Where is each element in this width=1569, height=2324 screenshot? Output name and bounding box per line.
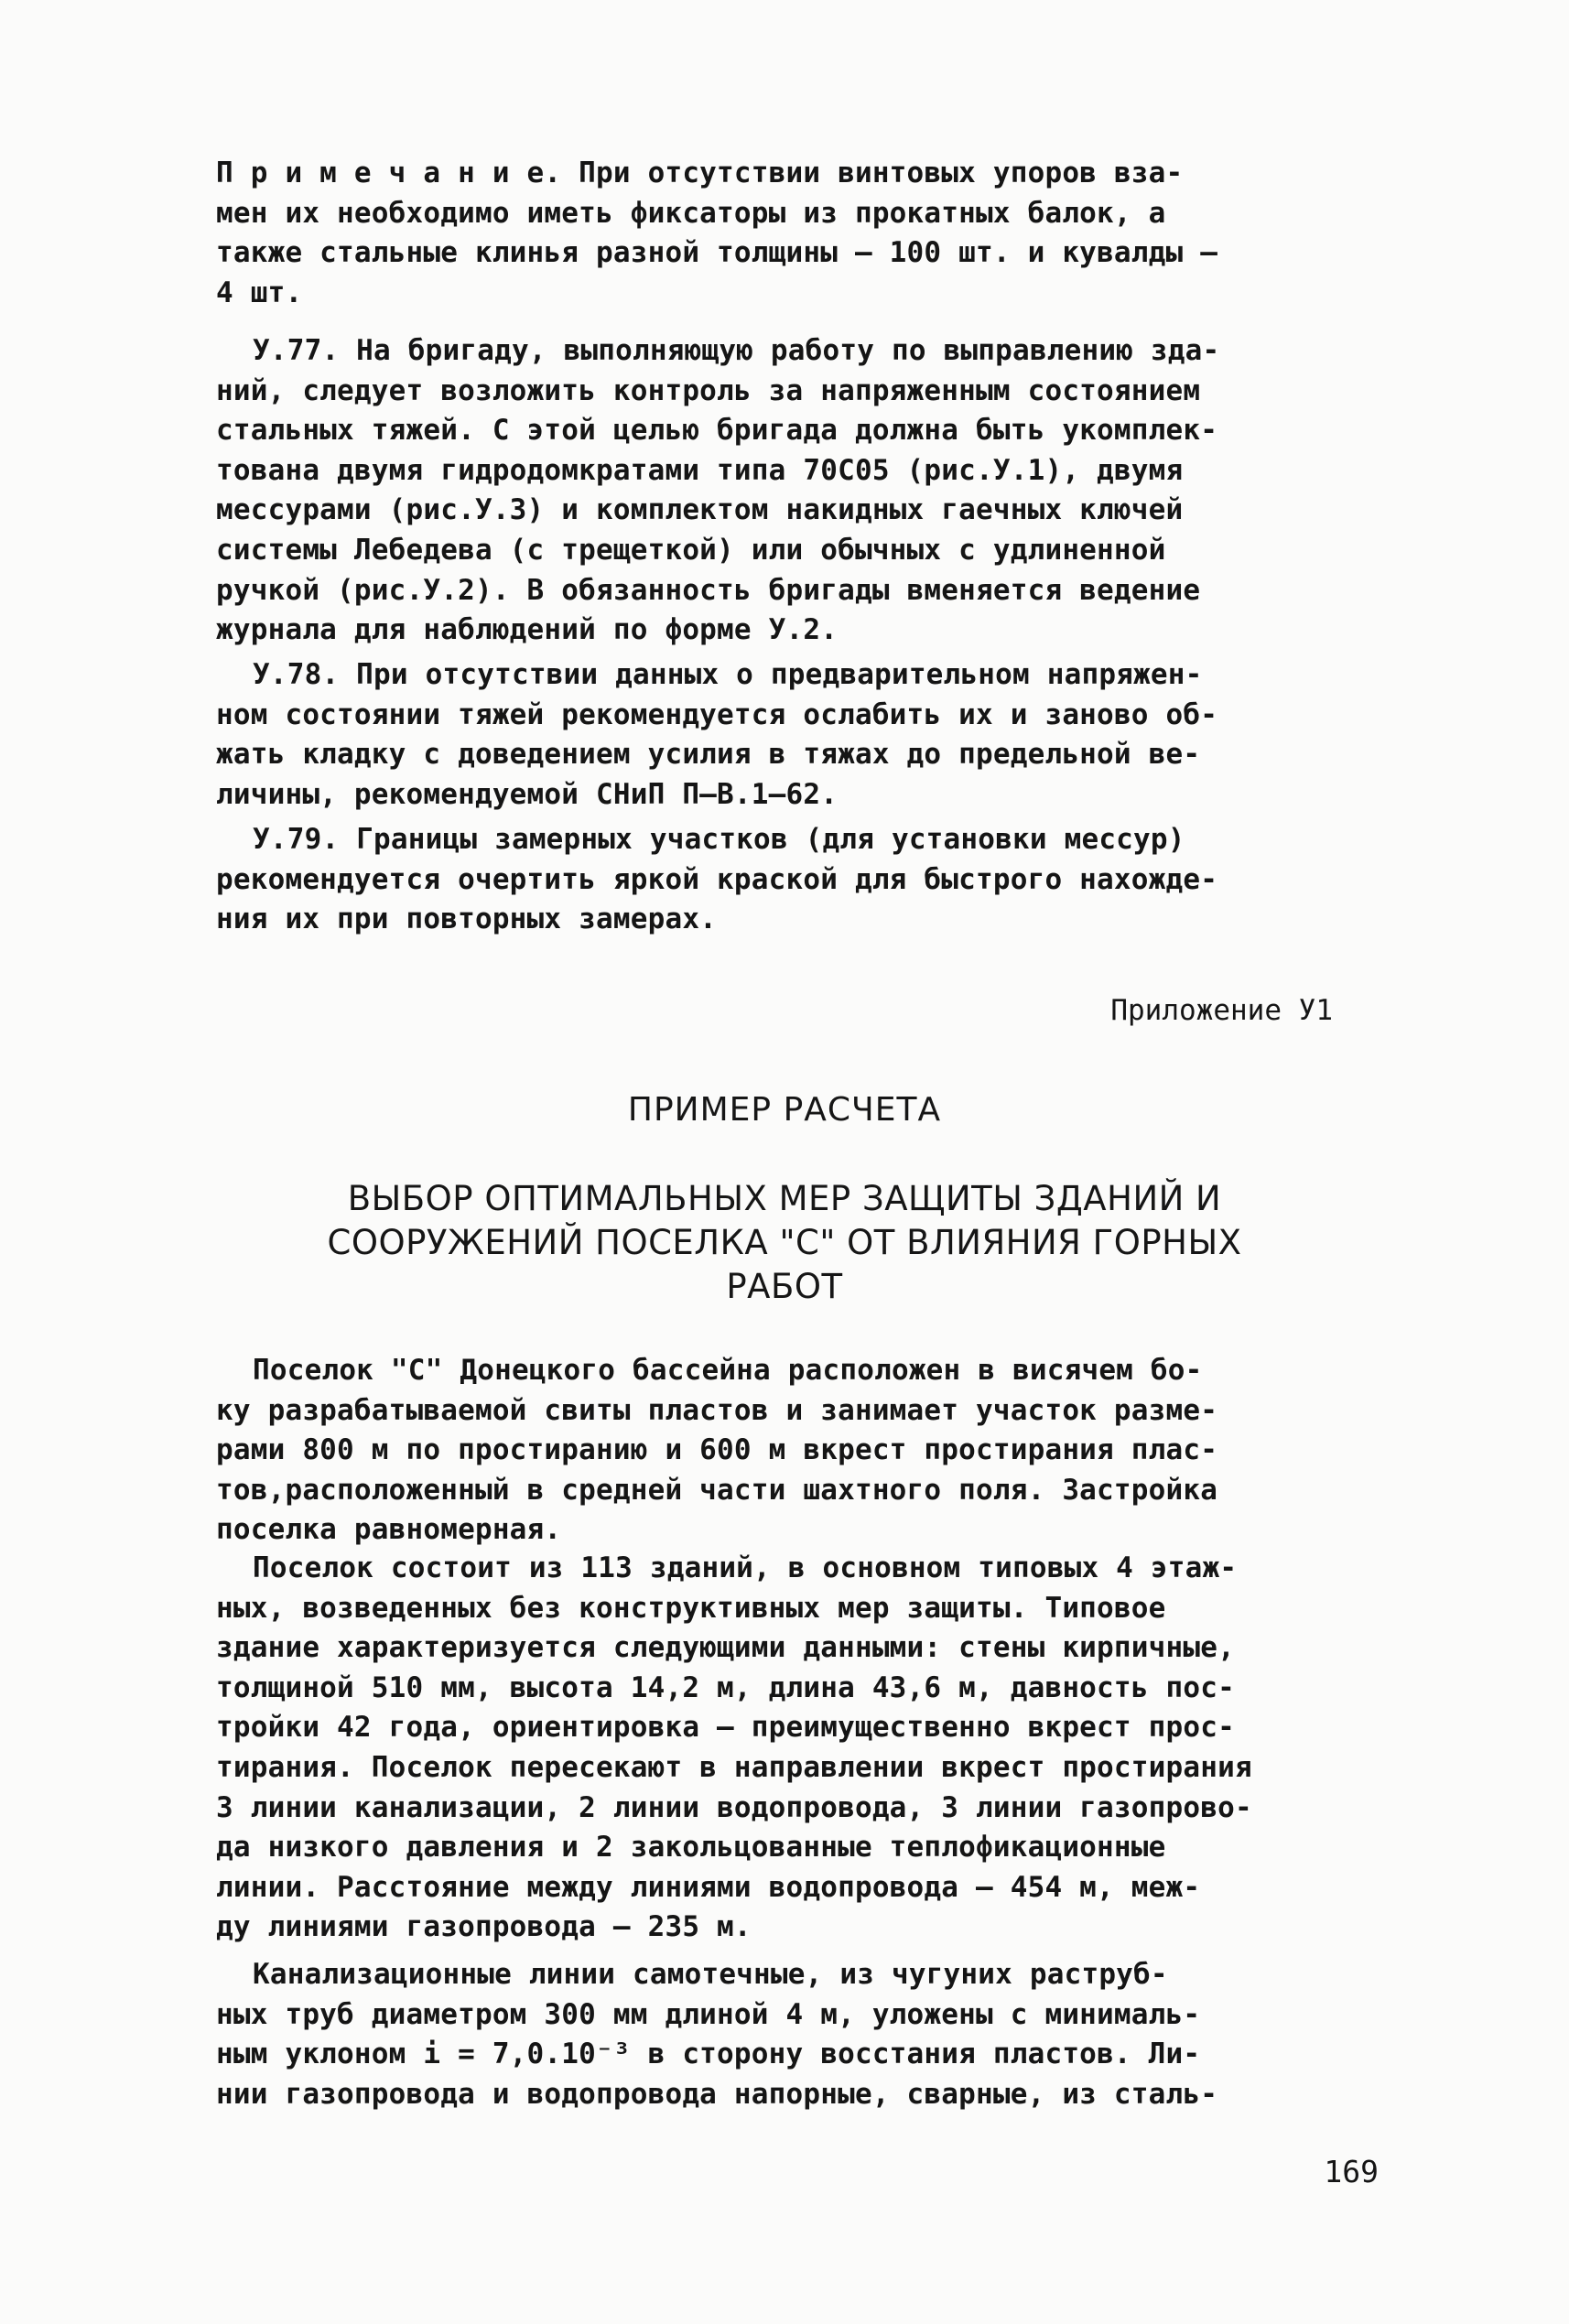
paragraph-u77 (216, 331, 1424, 651)
text-line: личины, рекомендуемой СНиП П–В.1–62. (216, 777, 839, 811)
text-line: системы Лебедева (с трещеткой) или обычных с удлиненной (216, 533, 1166, 567)
section-title-line: СООРУЖЕНИЙ ПОСЕЛКА "С" ОТ ВЛИЯНИЯ ГОРНЫХ (327, 1223, 1242, 1262)
section-title-line: РАБОТ (726, 1267, 843, 1306)
paragraph-text (216, 1549, 1424, 1948)
text-line: У.78. При отсутствии данных о предварительном напряжен- (253, 658, 1203, 691)
text-line: тована двумя гидродомкратами типа 70С05 (рис.У.1), двумя (216, 453, 1184, 487)
note-line: мен их необходимо иметь фиксаторы из прокатных балок, а (216, 196, 1166, 230)
text-line: ку разрабатываемой свиты пластов и занимает участок разме- (216, 1393, 1218, 1427)
note-text (216, 154, 1424, 313)
body-paragraph-3 (216, 1955, 1424, 2114)
text-line: 3 линии канализации, 2 линии водопровода, 3 линии газопрово- (216, 1790, 1252, 1824)
example-title: ПРИМЕР РАСЧЕТА (627, 1091, 942, 1129)
text-line: здание характеризуется следующими данными: стены кирпичные, (216, 1631, 1235, 1665)
text-line: Канализационные линии самотечные, из чугуних раструб- (253, 1958, 1168, 1991)
paragraph-text (216, 331, 1424, 651)
text-line: ных, возведенных без конструктивных мер защиты. Типовое (216, 1591, 1166, 1625)
text-line: Поселок "С" Донецкого бассейна расположен в висячем бо- (253, 1354, 1203, 1387)
text-line: толщиной 510 мм, высота 14,2 м, длина 43,6 м, давность пос- (216, 1670, 1235, 1704)
text-line: тройки 42 года, ориентировка – преимущественно вкрест прос- (216, 1711, 1235, 1745)
text-line: тов,расположенный в средней части шахтного поля. Застройка (216, 1473, 1218, 1507)
text-line: жать кладку с доведением усилия в тяжах до предельной ве- (216, 738, 1201, 772)
text-line: У.79. Границы замерных участков (для установки мессур) (253, 823, 1185, 856)
text-line: ным уклоном i = 7,0.10⁻³ в сторону восстания пластов. Ли- (216, 2038, 1201, 2071)
text-line: ний, следует возложить контроль за напряженным состоянием (216, 373, 1201, 407)
text-line: журнала для наблюдений по форме У.2. (216, 613, 839, 647)
text-line: нии газопровода и водопровода напорные, сварные, из сталь- (216, 2077, 1218, 2111)
body-paragraph-1 (216, 1351, 1424, 1551)
text-line: линии. Расстояние между линиями водопровода – 454 м, меж- (216, 1870, 1201, 1904)
paragraph-u79 (216, 820, 1424, 940)
note-line: П р и м е ч а н и е. При отсутствии винтовых упоров вза- (216, 157, 1184, 189)
text-line: мессурами (рис.У.3) и комплектом накидных гаечных ключей (216, 493, 1184, 527)
note-line: 4 шт. (216, 276, 303, 309)
appendix-label: Приложение У1 (1110, 994, 1333, 1027)
text-line: рами 800 м по простиранию и 600 м вкрест простирания плас- (216, 1433, 1218, 1467)
page-number: 169 (1324, 2154, 1379, 2189)
paragraph-text (216, 655, 1424, 815)
text-line: рекомендуется очертить яркой краской для быстрого нахожде- (216, 862, 1218, 896)
text-line: да низкого давления и 2 закольцованные теплофикационные (216, 1831, 1166, 1865)
text-line: стальных тяжей. С этой целью бригада должна быть укомплек- (216, 414, 1218, 448)
paragraph-text (216, 1351, 1424, 1551)
text-line: поселка равномерная. (216, 1513, 562, 1547)
text-line: ном состоянии тяжей рекомендуется ослабить их и заново об- (216, 697, 1218, 731)
text-line: тирания. Поселок пересекают в направлении вкрест простирания (216, 1750, 1252, 1784)
paragraph-u78 (216, 655, 1424, 815)
section-title-line: ВЫБОР ОПТИМАЛЬНЫХ МЕР ЗАЩИТЫ ЗДАНИЙ И (347, 1179, 1222, 1218)
text-line: ду линиями газопровода – 235 м. (216, 1910, 752, 1944)
text-line: ных труб диаметром 300 мм длиной 4 м, уложены с минималь- (216, 1997, 1201, 2031)
text-line: Поселок состоит из 113 зданий, в основном типовых 4 этаж- (253, 1551, 1238, 1584)
section-title (183, 1177, 1386, 1309)
text-line: ручкой (рис.У.2). В обязанность бригады вменяется ведение (216, 573, 1201, 607)
text-line: У.77. На бригаду, выполняющую работу по выправлению зда- (253, 334, 1220, 367)
text-line: ния их при повторных замерах. (216, 903, 718, 936)
paragraph-text (216, 1955, 1424, 2114)
body-paragraph-2 (216, 1549, 1424, 1948)
note-paragraph (216, 154, 1424, 313)
paragraph-text (216, 820, 1424, 940)
note-line: также стальные клинья разной толщины – 100 шт. и кувалды – (216, 236, 1218, 270)
